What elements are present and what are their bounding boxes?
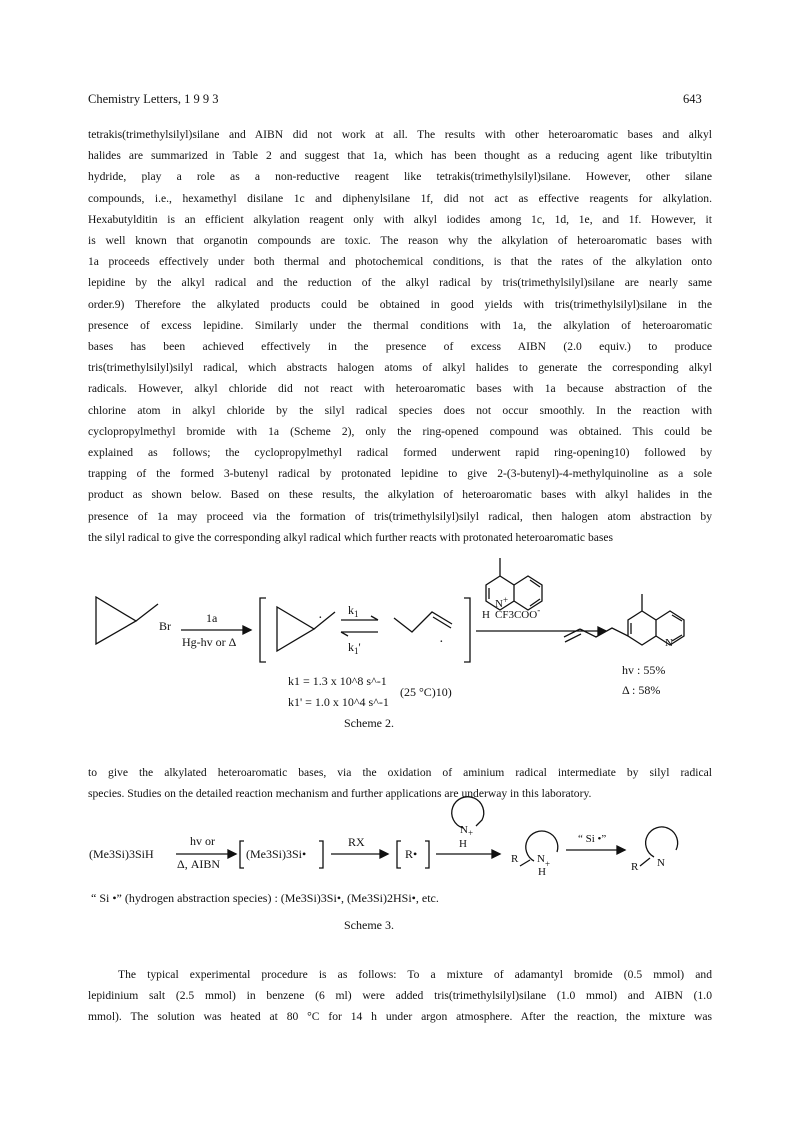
scheme-3-label: Scheme 3. [344,918,394,932]
rate-constant-k1: $k_1$ [348,603,359,619]
text-line: product as shown below. Based on these results, the alkylation of heteroaromatic bases with alkyl halides in the [88,488,712,502]
butenyl-radical [394,612,452,632]
condition-top: hv or [190,834,215,848]
text-line: compounds, i.e., hexamethyl disilane 1c and diphenylsilane 1f, did not act as effective reagents for alkylation. [88,191,712,205]
base-n-label: $N_+$ [460,824,474,838]
text-line: radicals. However, alkyl chloride did not react with heteroaromatic bases with 1a because abstraction of the [88,382,712,396]
condition-bottom: Δ, AIBN [177,857,221,871]
lepidinium-h-label: H [482,609,490,621]
reagent-top: 1a [206,611,218,625]
text-line: presence of excess lepidine. Similarly under the thermal conditions with 1a, the alkylation of heteroaromatic [88,318,712,332]
scheme-2-label: Scheme 2. [344,716,394,730]
bracket-right-2 [425,841,429,868]
text-line: to give the alkylated heteroaromatic bases, via the oxidation of aminium radical intermediate by silyl radical [88,766,712,779]
text-line: The typical experimental procedure is as follows: To a mixture of adamantyl bromide (0.5 mmol) and [118,968,712,981]
base-h-label: H [459,838,467,850]
text-line: tris(trimethylsilyl)silyl radical, which abstracts halogen atoms of alkyl halides to generate the corresponding alkyl [88,361,712,375]
text-line: hydride, play a role as a non-reductive reagent like tetrakis(trimethylsilyl)silane. However, other silane [88,170,712,184]
silane-start: (Me3Si)3SiH [89,847,154,861]
lepidinium-n-label: N+ [495,595,509,610]
methylene-bond [136,604,158,621]
text-line: 1a proceeds effectively under both thermal and photochemical conditions, is that the rates of the alkylation onto [88,255,712,269]
text-line: chlorine atom in alkyl chloride by the silyl radical species does not occur smoothly. In the reaction with [88,403,712,417]
bromide-label: Br [159,619,171,633]
text-line: tetrakis(trimethylsilyl)silane and AIBN did not work at all. The results with other heteroaromatic bases and alkyl [88,128,712,141]
cyclopropane-ring [96,597,136,644]
text-line: lepidine by the alkyl radical and the reduction of the alkyl radical by tris(trimethylsilyl)silane are nearly same [88,276,712,290]
rx-reagent: RX [348,835,365,849]
text-line: the silyl radical to give the corresponding alkyl radical which further reacts with protonated heteroaromatic bases [88,530,614,544]
text-line: explained as follows; the cyclopropylmethyl radical formed underwent rapid ring-opening10) followed by [88,446,712,460]
text-line: bases has been achieved effectively in the presence of excess AIBN (2.0 equiv.) to produce [88,340,712,354]
scheme-3-note: “ Si •” (hydrogen abstraction species) : (Me3Si)3Si•, (Me3Si)2HSi•, etc. [91,891,439,905]
product-n-label: N [657,857,665,869]
text-line: Hexabutylditin is an efficient alkylation reagent only with alkyl iodides among 1c, 1d, 1e, and 1f. However, it [88,212,712,226]
silyl-species-label: “ Si •” [578,833,607,845]
intermediate-h-label: H [538,866,546,878]
text-line: halides are summarized in Table 2 and suggest that 1a, which has been thought as a reducing agent like tributyltin [88,149,712,163]
paragraph-3 [88,964,712,1028]
text-line: order.9) Therefore the alkylated products could be obtained in good yields with tris(trimethylsilyl)silane in the [88,297,712,311]
paragraph-2 [88,762,712,804]
intermediate-r-label: R [511,853,519,865]
bracket-left-1 [240,841,244,868]
rate-constant-k1prime: $k_1'$ [348,640,361,656]
temperature-note: (25 °C)10) [400,685,452,699]
silyl-radical: (Me3Si)3Si• [246,847,307,861]
text-line: mmol). The solution was heated at 80 °C for 14 h under argon atmosphere. After the reaction, the mixture was [88,1010,712,1024]
text-line: lepidinium salt (2.5 mmol) in benzene (6 ml) were added tris(trimethylsilyl)silane (1.0 mmol) and AIBN (1.0 [88,989,712,1003]
left-bracket [260,598,266,662]
yield-hv: hv : 55% [622,663,666,677]
radical-dot: · [439,635,444,650]
product-ring [646,827,678,857]
cyclopropylmethyl-radical [277,607,314,651]
text-line: is well known that organotin compounds are toxic. The reason why the alkylation of heteroaromatic bases with [88,234,712,248]
rate-equation-1: k1 = 1.3 x 10^8 s^-1 [288,674,387,688]
radical-dot: · [318,611,323,626]
yield-delta: Δ : 58% [622,683,661,697]
rate-equation-2: k1' = 1.0 x 10^4 s^-1 [288,695,389,709]
bracket-right-1 [319,841,323,868]
running-header-journal: Chemistry Letters, 1 9 9 3 [88,92,219,106]
page-number: 643 [683,92,702,106]
intermediate-n-label: $N_+$ [537,853,551,869]
text-line: presence of 1a may proceed via the formation of tris(trimethylsilyl)silyl radical, then halogen atom abstraction by [88,509,712,523]
reagent-bottom: Hg-hv or Δ [182,635,237,649]
right-bracket [464,598,470,662]
product-n-label: N [665,637,673,649]
bracket-left-2 [397,841,401,868]
text-line: cyclopropylmethyl bromide with 1a (Scheme 2), only the ring-opened compound was obtained. This could be [88,424,712,438]
text-line: trapping of the formed 3-butenyl radical by protonated lepidine to give 2-(3-butenyl)-4-methylquinoline as a sole [88,467,712,481]
text-line: species. Studies on the detailed reaction mechanism and further applications are underway in this laboratory. [88,787,592,801]
product-r-label: R [631,861,639,873]
counterion-label: CF3COO- [495,605,541,621]
alkyl-radical: R• [405,847,418,861]
